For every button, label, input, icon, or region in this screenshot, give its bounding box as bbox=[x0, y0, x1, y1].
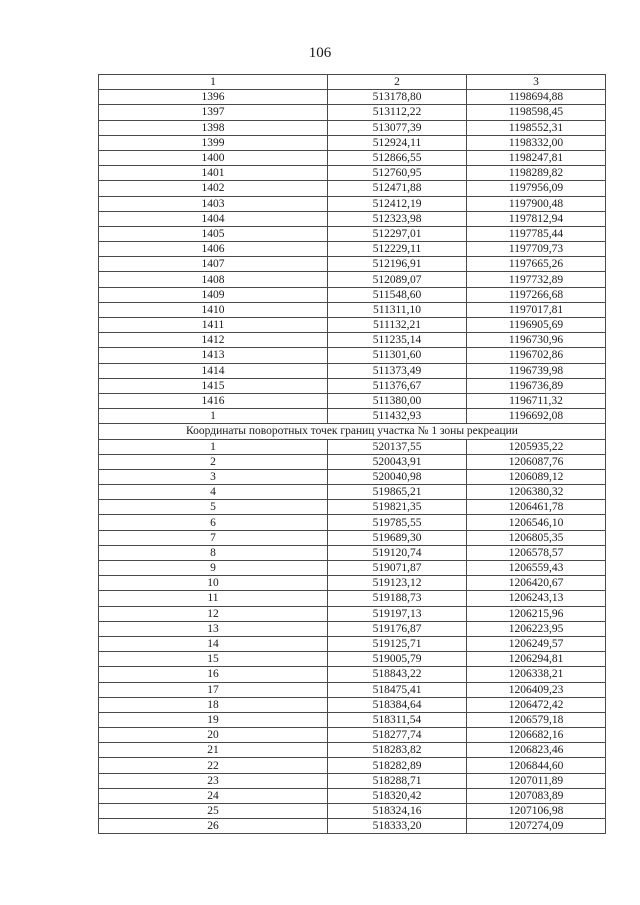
table-row bbox=[99, 454, 606, 469]
x-coordinate-cell: 519785,55 bbox=[328, 515, 467, 530]
y-coordinate-cell: 1205935,22 bbox=[467, 439, 606, 454]
point-number-cell: 20 bbox=[99, 728, 328, 743]
x-coordinate-cell: 511432,93 bbox=[328, 409, 467, 424]
x-coordinate-cell: 511380,00 bbox=[328, 393, 467, 408]
table-row bbox=[99, 90, 606, 105]
x-coordinate-cell: 519120,74 bbox=[328, 545, 467, 560]
y-coordinate-cell: 1197785,44 bbox=[467, 226, 606, 241]
table-row bbox=[99, 545, 606, 560]
y-coordinate-cell: 1206844,60 bbox=[467, 758, 606, 773]
x-coordinate-cell: 512196,91 bbox=[328, 257, 467, 272]
point-number-cell: 1 bbox=[99, 439, 328, 454]
table-row bbox=[99, 439, 606, 454]
x-coordinate-cell: 520040,98 bbox=[328, 469, 467, 484]
table-row bbox=[99, 393, 606, 408]
x-coordinate-cell: 519197,13 bbox=[328, 606, 467, 621]
table-row bbox=[99, 469, 606, 484]
y-coordinate-cell: 1197266,68 bbox=[467, 287, 606, 302]
y-coordinate-cell: 1197812,94 bbox=[467, 211, 606, 226]
point-number-cell: 1415 bbox=[99, 378, 328, 393]
x-coordinate-cell: 519071,87 bbox=[328, 561, 467, 576]
table-row bbox=[99, 196, 606, 211]
x-coordinate-cell: 512297,01 bbox=[328, 226, 467, 241]
table-row bbox=[99, 515, 606, 530]
point-number-cell: 6 bbox=[99, 515, 328, 530]
table-row bbox=[99, 682, 606, 697]
point-number-cell: 24 bbox=[99, 788, 328, 803]
y-coordinate-cell: 1197732,89 bbox=[467, 272, 606, 287]
point-number-cell: 4 bbox=[99, 485, 328, 500]
point-number-cell: 5 bbox=[99, 500, 328, 515]
y-coordinate-cell: 1198598,45 bbox=[467, 105, 606, 120]
table-row bbox=[99, 576, 606, 591]
table-row bbox=[99, 211, 606, 226]
x-coordinate-cell: 518282,89 bbox=[328, 758, 467, 773]
x-coordinate-cell: 512323,98 bbox=[328, 211, 467, 226]
column-number-row bbox=[99, 75, 606, 90]
table-row bbox=[99, 105, 606, 120]
y-coordinate-cell: 1206409,23 bbox=[467, 682, 606, 697]
table-row bbox=[99, 166, 606, 181]
section-heading: Координаты поворотных точек границ участка № 1 зоны рекреации bbox=[99, 424, 606, 439]
y-coordinate-cell: 1196730,96 bbox=[467, 333, 606, 348]
table-row bbox=[99, 287, 606, 302]
point-number-cell: 12 bbox=[99, 606, 328, 621]
point-number-cell: 8 bbox=[99, 545, 328, 560]
table-row bbox=[99, 606, 606, 621]
point-number-cell: 9 bbox=[99, 561, 328, 576]
y-coordinate-cell: 1196711,32 bbox=[467, 393, 606, 408]
x-coordinate-cell: 511235,14 bbox=[328, 333, 467, 348]
x-coordinate-cell: 512924,11 bbox=[328, 135, 467, 150]
point-number-cell: 18 bbox=[99, 697, 328, 712]
x-coordinate-cell: 518311,54 bbox=[328, 712, 467, 727]
point-number-cell: 1409 bbox=[99, 287, 328, 302]
point-number-cell: 15 bbox=[99, 652, 328, 667]
point-number-cell: 1400 bbox=[99, 150, 328, 165]
y-coordinate-cell: 1207011,89 bbox=[467, 773, 606, 788]
point-number-cell: 7 bbox=[99, 530, 328, 545]
x-coordinate-cell: 513112,22 bbox=[328, 105, 467, 120]
x-coordinate-cell: 518277,74 bbox=[328, 728, 467, 743]
y-coordinate-cell: 1197665,26 bbox=[467, 257, 606, 272]
x-coordinate-cell: 519176,87 bbox=[328, 621, 467, 636]
x-coordinate-cell: 512471,88 bbox=[328, 181, 467, 196]
y-coordinate-cell: 1196702,86 bbox=[467, 348, 606, 363]
point-number-cell: 13 bbox=[99, 621, 328, 636]
table-row bbox=[99, 621, 606, 636]
table-row bbox=[99, 409, 606, 424]
y-coordinate-cell: 1198552,31 bbox=[467, 120, 606, 135]
table-row bbox=[99, 591, 606, 606]
point-number-cell: 1401 bbox=[99, 166, 328, 181]
table-row bbox=[99, 363, 606, 378]
coordinates-table-body bbox=[99, 75, 606, 834]
y-coordinate-cell: 1198332,00 bbox=[467, 135, 606, 150]
table-row bbox=[99, 272, 606, 287]
y-coordinate-cell: 1206559,43 bbox=[467, 561, 606, 576]
point-number-cell: 22 bbox=[99, 758, 328, 773]
y-coordinate-cell: 1206823,46 bbox=[467, 743, 606, 758]
x-coordinate-cell: 519188,73 bbox=[328, 591, 467, 606]
y-coordinate-cell: 1206461,78 bbox=[467, 500, 606, 515]
coordinates-table bbox=[98, 74, 606, 834]
table-row bbox=[99, 636, 606, 651]
x-coordinate-cell: 519689,30 bbox=[328, 530, 467, 545]
point-number-cell: 11 bbox=[99, 591, 328, 606]
table-row bbox=[99, 181, 606, 196]
y-coordinate-cell: 1207106,98 bbox=[467, 804, 606, 819]
column-number: 3 bbox=[467, 75, 606, 90]
y-coordinate-cell: 1206243,13 bbox=[467, 591, 606, 606]
x-coordinate-cell: 512089,07 bbox=[328, 272, 467, 287]
point-number-cell: 23 bbox=[99, 773, 328, 788]
table-row bbox=[99, 728, 606, 743]
x-coordinate-cell: 512229,11 bbox=[328, 242, 467, 257]
y-coordinate-cell: 1206546,10 bbox=[467, 515, 606, 530]
table-row bbox=[99, 804, 606, 819]
y-coordinate-cell: 1197709,73 bbox=[467, 242, 606, 257]
table-row bbox=[99, 348, 606, 363]
point-number-cell: 1403 bbox=[99, 196, 328, 211]
point-number-cell: 1413 bbox=[99, 348, 328, 363]
y-coordinate-cell: 1196736,89 bbox=[467, 378, 606, 393]
table-row bbox=[99, 378, 606, 393]
point-number-cell: 19 bbox=[99, 712, 328, 727]
y-coordinate-cell: 1206215,96 bbox=[467, 606, 606, 621]
y-coordinate-cell: 1207083,89 bbox=[467, 788, 606, 803]
page-number: 106 bbox=[308, 45, 332, 61]
x-coordinate-cell: 518843,22 bbox=[328, 667, 467, 682]
table-row bbox=[99, 530, 606, 545]
x-coordinate-cell: 519123,12 bbox=[328, 576, 467, 591]
point-number-cell: 16 bbox=[99, 667, 328, 682]
y-coordinate-cell: 1197017,81 bbox=[467, 302, 606, 317]
point-number-cell: 1406 bbox=[99, 242, 328, 257]
section-heading-row bbox=[99, 424, 606, 439]
table-row bbox=[99, 561, 606, 576]
x-coordinate-cell: 518324,16 bbox=[328, 804, 467, 819]
point-number-cell: 25 bbox=[99, 804, 328, 819]
x-coordinate-cell: 518288,71 bbox=[328, 773, 467, 788]
x-coordinate-cell: 513077,39 bbox=[328, 120, 467, 135]
table-row bbox=[99, 226, 606, 241]
y-coordinate-cell: 1198247,81 bbox=[467, 150, 606, 165]
point-number-cell: 1398 bbox=[99, 120, 328, 135]
point-number-cell: 1412 bbox=[99, 333, 328, 348]
y-coordinate-cell: 1206223,95 bbox=[467, 621, 606, 636]
table-row bbox=[99, 257, 606, 272]
point-number-cell: 1404 bbox=[99, 211, 328, 226]
table-row bbox=[99, 758, 606, 773]
point-number-cell: 1414 bbox=[99, 363, 328, 378]
x-coordinate-cell: 520137,55 bbox=[328, 439, 467, 454]
y-coordinate-cell: 1206578,57 bbox=[467, 545, 606, 560]
y-coordinate-cell: 1197956,09 bbox=[467, 181, 606, 196]
x-coordinate-cell: 519865,21 bbox=[328, 485, 467, 500]
point-number-cell: 1411 bbox=[99, 318, 328, 333]
x-coordinate-cell: 513178,80 bbox=[328, 90, 467, 105]
table-row bbox=[99, 120, 606, 135]
point-number-cell: 14 bbox=[99, 636, 328, 651]
point-number-cell: 1 bbox=[99, 409, 328, 424]
column-number: 2 bbox=[328, 75, 467, 90]
point-number-cell: 17 bbox=[99, 682, 328, 697]
x-coordinate-cell: 518283,82 bbox=[328, 743, 467, 758]
point-number-cell: 1397 bbox=[99, 105, 328, 120]
x-coordinate-cell: 518384,64 bbox=[328, 697, 467, 712]
point-number-cell: 1405 bbox=[99, 226, 328, 241]
x-coordinate-cell: 518320,42 bbox=[328, 788, 467, 803]
x-coordinate-cell: 512760,95 bbox=[328, 166, 467, 181]
table-row bbox=[99, 667, 606, 682]
x-coordinate-cell: 511132,21 bbox=[328, 318, 467, 333]
y-coordinate-cell: 1206579,18 bbox=[467, 712, 606, 727]
point-number-cell: 10 bbox=[99, 576, 328, 591]
table-row bbox=[99, 318, 606, 333]
y-coordinate-cell: 1206472,42 bbox=[467, 697, 606, 712]
x-coordinate-cell: 518333,20 bbox=[328, 819, 467, 834]
x-coordinate-cell: 511301,60 bbox=[328, 348, 467, 363]
x-coordinate-cell: 519125,71 bbox=[328, 636, 467, 651]
table-row bbox=[99, 773, 606, 788]
y-coordinate-cell: 1206294,81 bbox=[467, 652, 606, 667]
point-number-cell: 21 bbox=[99, 743, 328, 758]
y-coordinate-cell: 1206249,57 bbox=[467, 636, 606, 651]
table-row bbox=[99, 788, 606, 803]
table-row bbox=[99, 302, 606, 317]
x-coordinate-cell: 512412,19 bbox=[328, 196, 467, 211]
x-coordinate-cell: 519821,35 bbox=[328, 500, 467, 515]
point-number-cell: 1402 bbox=[99, 181, 328, 196]
column-number: 1 bbox=[99, 75, 328, 90]
table-row bbox=[99, 333, 606, 348]
point-number-cell: 1407 bbox=[99, 257, 328, 272]
y-coordinate-cell: 1206087,76 bbox=[467, 454, 606, 469]
point-number-cell: 1408 bbox=[99, 272, 328, 287]
y-coordinate-cell: 1206805,35 bbox=[467, 530, 606, 545]
table-row bbox=[99, 150, 606, 165]
x-coordinate-cell: 511373,49 bbox=[328, 363, 467, 378]
y-coordinate-cell: 1206338,21 bbox=[467, 667, 606, 682]
x-coordinate-cell: 520043,91 bbox=[328, 454, 467, 469]
table-row bbox=[99, 697, 606, 712]
x-coordinate-cell: 511548,60 bbox=[328, 287, 467, 302]
y-coordinate-cell: 1196905,69 bbox=[467, 318, 606, 333]
y-coordinate-cell: 1206089,12 bbox=[467, 469, 606, 484]
point-number-cell: 1410 bbox=[99, 302, 328, 317]
y-coordinate-cell: 1197900,48 bbox=[467, 196, 606, 211]
point-number-cell: 1399 bbox=[99, 135, 328, 150]
y-coordinate-cell: 1206682,16 bbox=[467, 728, 606, 743]
point-number-cell: 1416 bbox=[99, 393, 328, 408]
x-coordinate-cell: 518475,41 bbox=[328, 682, 467, 697]
y-coordinate-cell: 1206380,32 bbox=[467, 485, 606, 500]
point-number-cell: 26 bbox=[99, 819, 328, 834]
table-row bbox=[99, 712, 606, 727]
table-row bbox=[99, 652, 606, 667]
y-coordinate-cell: 1198289,82 bbox=[467, 166, 606, 181]
y-coordinate-cell: 1196692,08 bbox=[467, 409, 606, 424]
y-coordinate-cell: 1198694,88 bbox=[467, 90, 606, 105]
table-row bbox=[99, 743, 606, 758]
point-number-cell: 1396 bbox=[99, 90, 328, 105]
x-coordinate-cell: 512866,55 bbox=[328, 150, 467, 165]
y-coordinate-cell: 1207274,09 bbox=[467, 819, 606, 834]
table-row bbox=[99, 500, 606, 515]
x-coordinate-cell: 511376,67 bbox=[328, 378, 467, 393]
table-row bbox=[99, 485, 606, 500]
point-number-cell: 3 bbox=[99, 469, 328, 484]
table-row bbox=[99, 242, 606, 257]
point-number-cell: 2 bbox=[99, 454, 328, 469]
x-coordinate-cell: 511311,10 bbox=[328, 302, 467, 317]
table-row bbox=[99, 135, 606, 150]
table-row bbox=[99, 819, 606, 834]
y-coordinate-cell: 1206420,67 bbox=[467, 576, 606, 591]
y-coordinate-cell: 1196739,98 bbox=[467, 363, 606, 378]
x-coordinate-cell: 519005,79 bbox=[328, 652, 467, 667]
